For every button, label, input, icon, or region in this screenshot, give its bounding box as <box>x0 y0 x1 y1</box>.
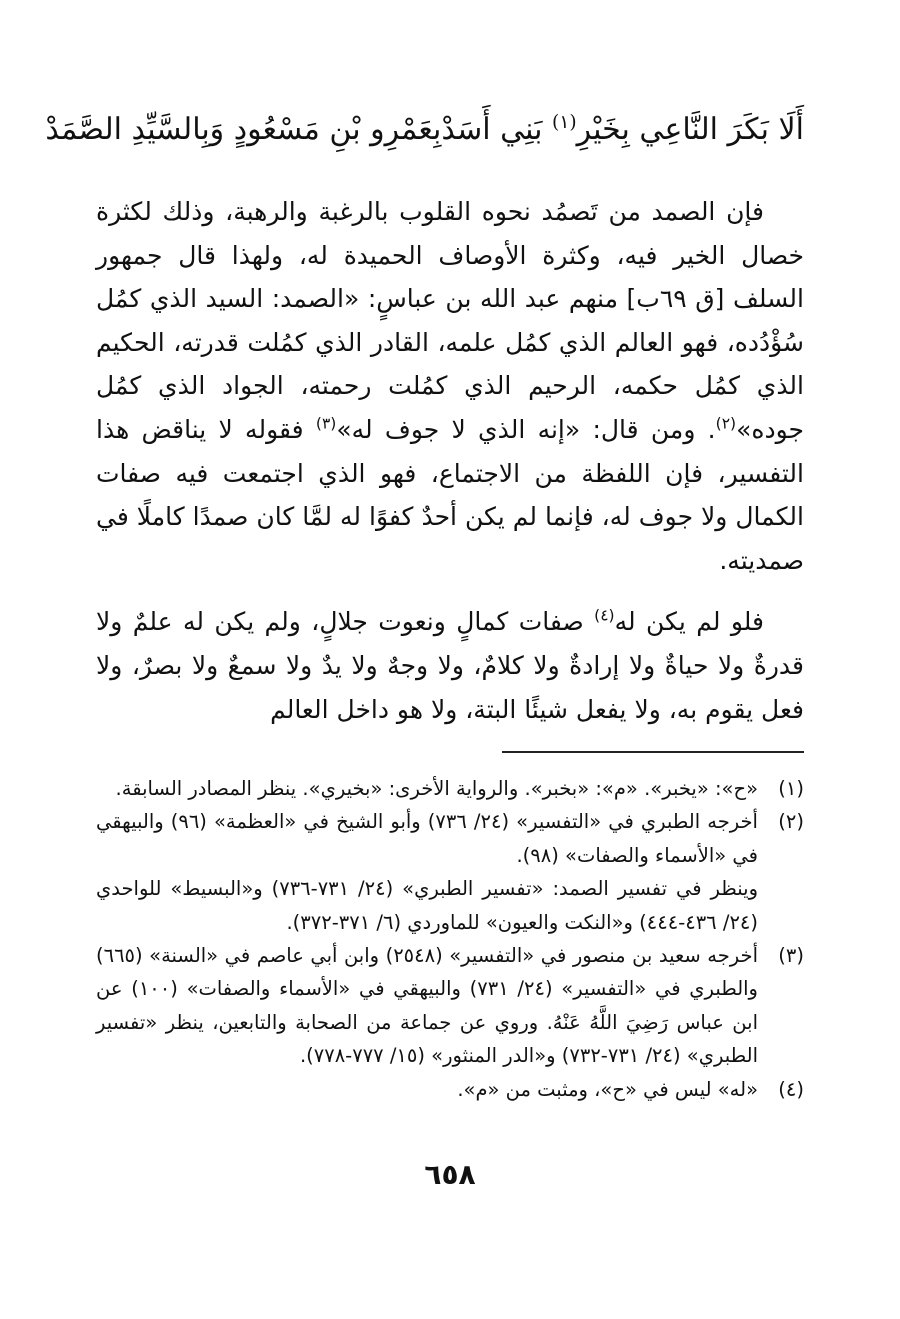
footnote-separator <box>502 751 804 753</box>
verse-second-hemistich: بِعَمْرِو بْنِ مَسْعُودٍ وَبِالسَّيِّدِ الصَّمَدْ <box>45 112 442 147</box>
page-number: ٦٥٨ <box>424 1158 476 1191</box>
hemistich-text-end: بَنِي أَسَدْ <box>441 112 553 147</box>
paragraph-2-part-b: صفات كمالٍ ونعوت جلالٍ، ولم يكن له علمٌ ولا قدرةٌ ولا حياةٌ ولا إرادةٌ ولا كلامٌ، ولا وجهٌ ولا يدٌ ولا سمعٌ ولا بصرٌ، ولا فعل يقوم به، ولا يفعل شيئًا البتة، ولا هو داخل العالم <box>96 607 804 724</box>
paragraph-2-part-a: فلو لم يكن له <box>614 607 764 637</box>
paragraph-1-part-c: فقوله لا يناقض هذا التفسير، فإن اللفظة من الاجتماع، فهو الذي اجتمعت فيه صفات الكمال ولا جوف له، فإنما لم يكن أحدٌ كفوًا له لمَّا كان صمدًا كاملًا في صمديته. <box>96 414 804 575</box>
footnote-text: «له» ليس في «ح»، ومثبت من «م». <box>457 1077 758 1101</box>
footnotes <box>96 772 804 1106</box>
footnote-2 <box>96 805 804 939</box>
poetry-verse <box>45 108 804 152</box>
footnote-ref-2[interactable]: (٢) <box>715 414 737 433</box>
footnote-ref-4[interactable]: (٤) <box>594 607 615 626</box>
hemistich-text: أَلَا بَكَرَ النَّاعِي بِخَيْرِ <box>576 112 804 147</box>
footnote-ref-1[interactable]: (١) <box>552 112 577 133</box>
footnote-text: «ح»: «يخبر». «م»: «بخبر». والرواية الأخرى: «بخيري». ينظر المصادر السابقة. <box>115 777 758 800</box>
footnote-text: أخرجه سعيد بن منصور في «التفسير» (٢٥٤٨) وابن أبي عاصم في «السنة» (٦٦٥) والطبري في «التفسير» (٢٤/ ٧٣١) والبيهقي في «الأسماء والصفات» (١٠٠) عن ابن عباس رَضِيَ اللَّهُ عَنْهُ. وروي عن جماعة من الصحابة والتابعين، ينظر «تفسير الطبري» (٢٤/ ٧٣١-٧٣٢) و«الدر المنثور» (١٥/ ٧٧٧-٧٧٨). <box>96 944 758 1068</box>
footnote-1 <box>96 772 804 805</box>
footnote-number: (٢) <box>778 810 804 834</box>
footnote-4 <box>96 1073 804 1106</box>
paragraph-1-part-a: فإن الصمد من تَصمُد نحوه القلوب بالرغبة والرهبة، وذلك لكثرة خصال الخير فيه، وكثرة الأوصاف الحميدة له، ولهذا قال جمهور السلف [ق ٦٩ب] منهم عبد الله بن عباسٍ: «الصمد: السيد الذي كمُل سُؤْدُده، فهو العالم الذي كمُل علمه، القادر الذي كمُلت قدرته، الحكيم الذي كمُل حكمه، الرحيم الذي كمُلت رحمته، الجواد الذي كمُل جوده» <box>96 197 804 444</box>
verse-first-hemistich <box>441 108 804 152</box>
footnote-3 <box>96 939 804 1073</box>
footnote-number: (٣) <box>778 944 804 968</box>
paragraph-1 <box>96 190 804 582</box>
footnote-text: وينظر في تفسير الصمد: «تفسير الطبري» (٢٤/ ٧٣١-٧٣٦) و«البسيط» للواحدي (٢٤/ ٤٣٦-٤٤٤) و«النكت والعيون» للماوردي (٦/ ٣٧١-٣٧٢). <box>96 877 758 934</box>
footnote-ref-3[interactable]: (٣) <box>315 414 337 433</box>
footnote-text: أخرجه الطبري في «التفسير» (٢٤/ ٧٣٦) وأبو الشيخ في «العظمة» (٩٦) والبيهقي في «الأسماء والصفات» (٩٨). <box>96 810 758 867</box>
main-text <box>96 190 804 731</box>
paragraph-1-part-b: . ومن قال: «إنه الذي لا جوف له» <box>336 414 716 444</box>
footnote-number: (١) <box>778 777 804 800</box>
footnote-number: (٤) <box>778 1077 804 1101</box>
paragraph-2 <box>96 600 804 731</box>
